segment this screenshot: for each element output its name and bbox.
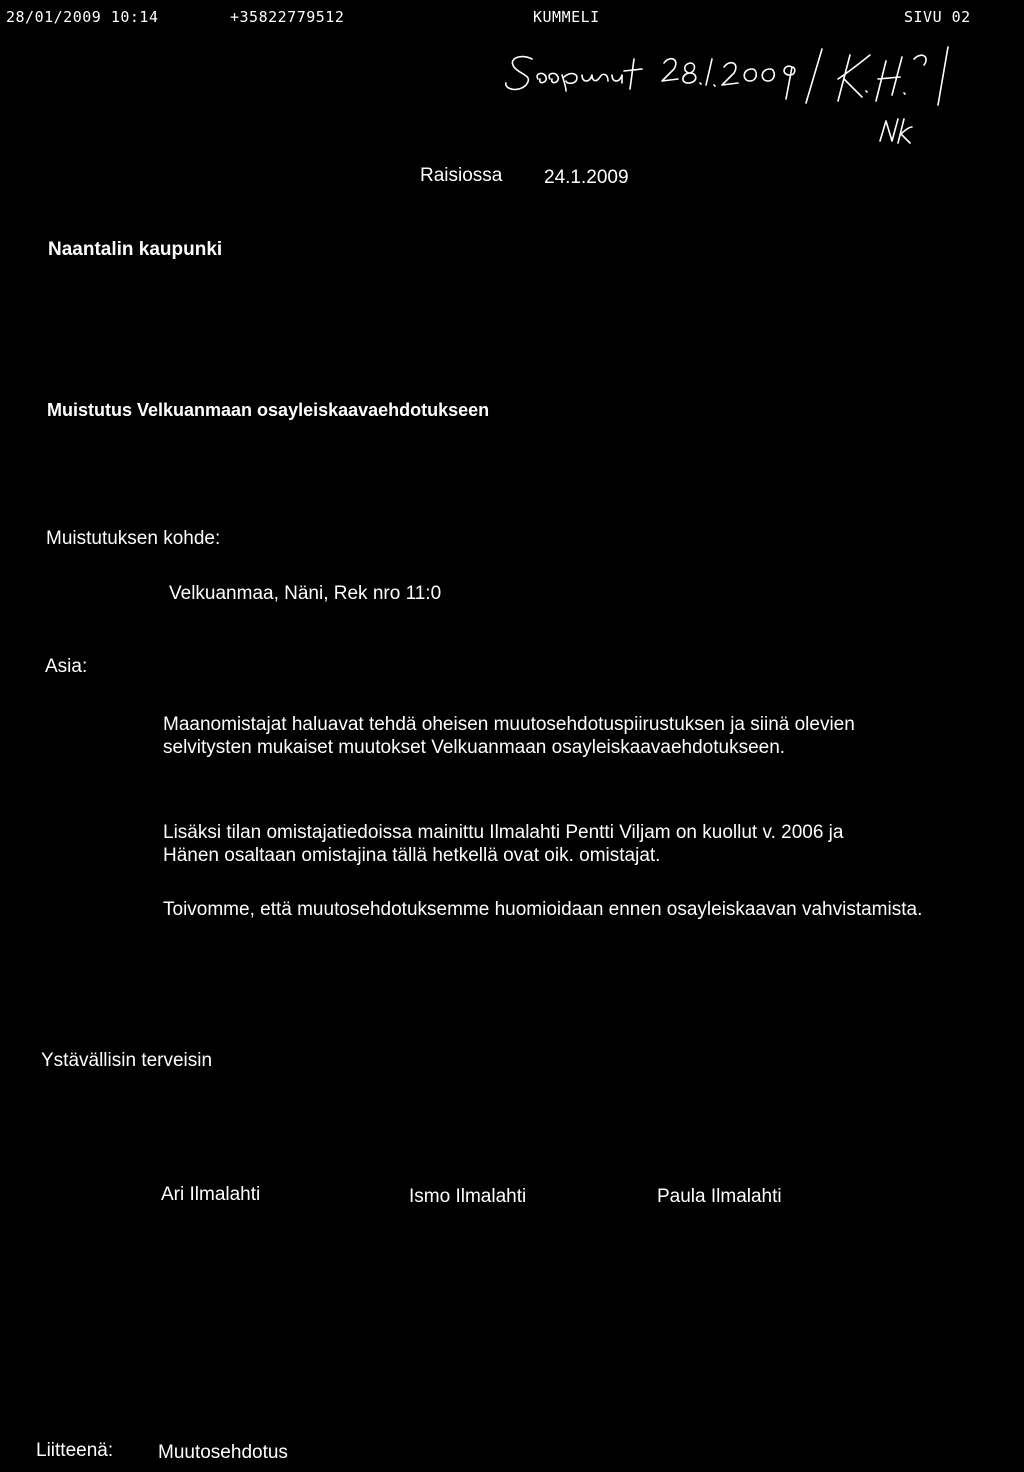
handwritten-received-note [500,45,1020,155]
signatory-paula: Paula Ilmalahti [657,1186,782,1207]
fax-phone: +35822779512 [230,8,345,26]
matter-paragraph-1: Maanomistajat haluavat tehdä oheisen muutosehdotuspiirustuksen ja siinä olevien selvitysten mukaiset muutokset Velkuanmaan osayleiskaavaehdotukseen. [163,714,855,758]
signatory-ari: Ari Ilmalahti [161,1184,261,1205]
place: Raisiossa [420,165,503,186]
target-label: Muistutuksen kohde: [46,528,221,549]
target-value: Velkuanmaa, Näni, Rek nro 11:0 [169,583,442,604]
matter-label: Asia: [45,656,88,677]
attachment-label: Liitteenä: [36,1440,114,1461]
letter-date: 24.1.2009 [544,167,629,188]
closing: Ystävällisin terveisin [41,1050,213,1071]
fax-datetime: 28/01/2009 10:14 [6,8,159,26]
attachment-value: Muutosehdotus [158,1442,288,1463]
signatory-ismo: Ismo Ilmalahti [409,1186,527,1207]
fax-sender: KUMMELI [533,8,600,26]
recipient: Naantalin kaupunki [48,239,223,260]
matter-paragraph-3: Toivomme, että muutosehdotuksemme huomioidaan ennen osayleiskaavan vahvistamista. [163,899,923,920]
fax-page-number: SIVU 02 [904,8,971,26]
subject-heading: Muistutus Velkuanmaan osayleiskaavaehdotukseen [47,400,490,420]
matter-paragraph-2: Lisäksi tilan omistajatiedoissa mainittu Ilmalahti Pentti Viljam on kuollut v. 2006 ja Hänen osaltaan omistajina tällä hetkellä ovat oik. omistajat. [163,822,844,866]
